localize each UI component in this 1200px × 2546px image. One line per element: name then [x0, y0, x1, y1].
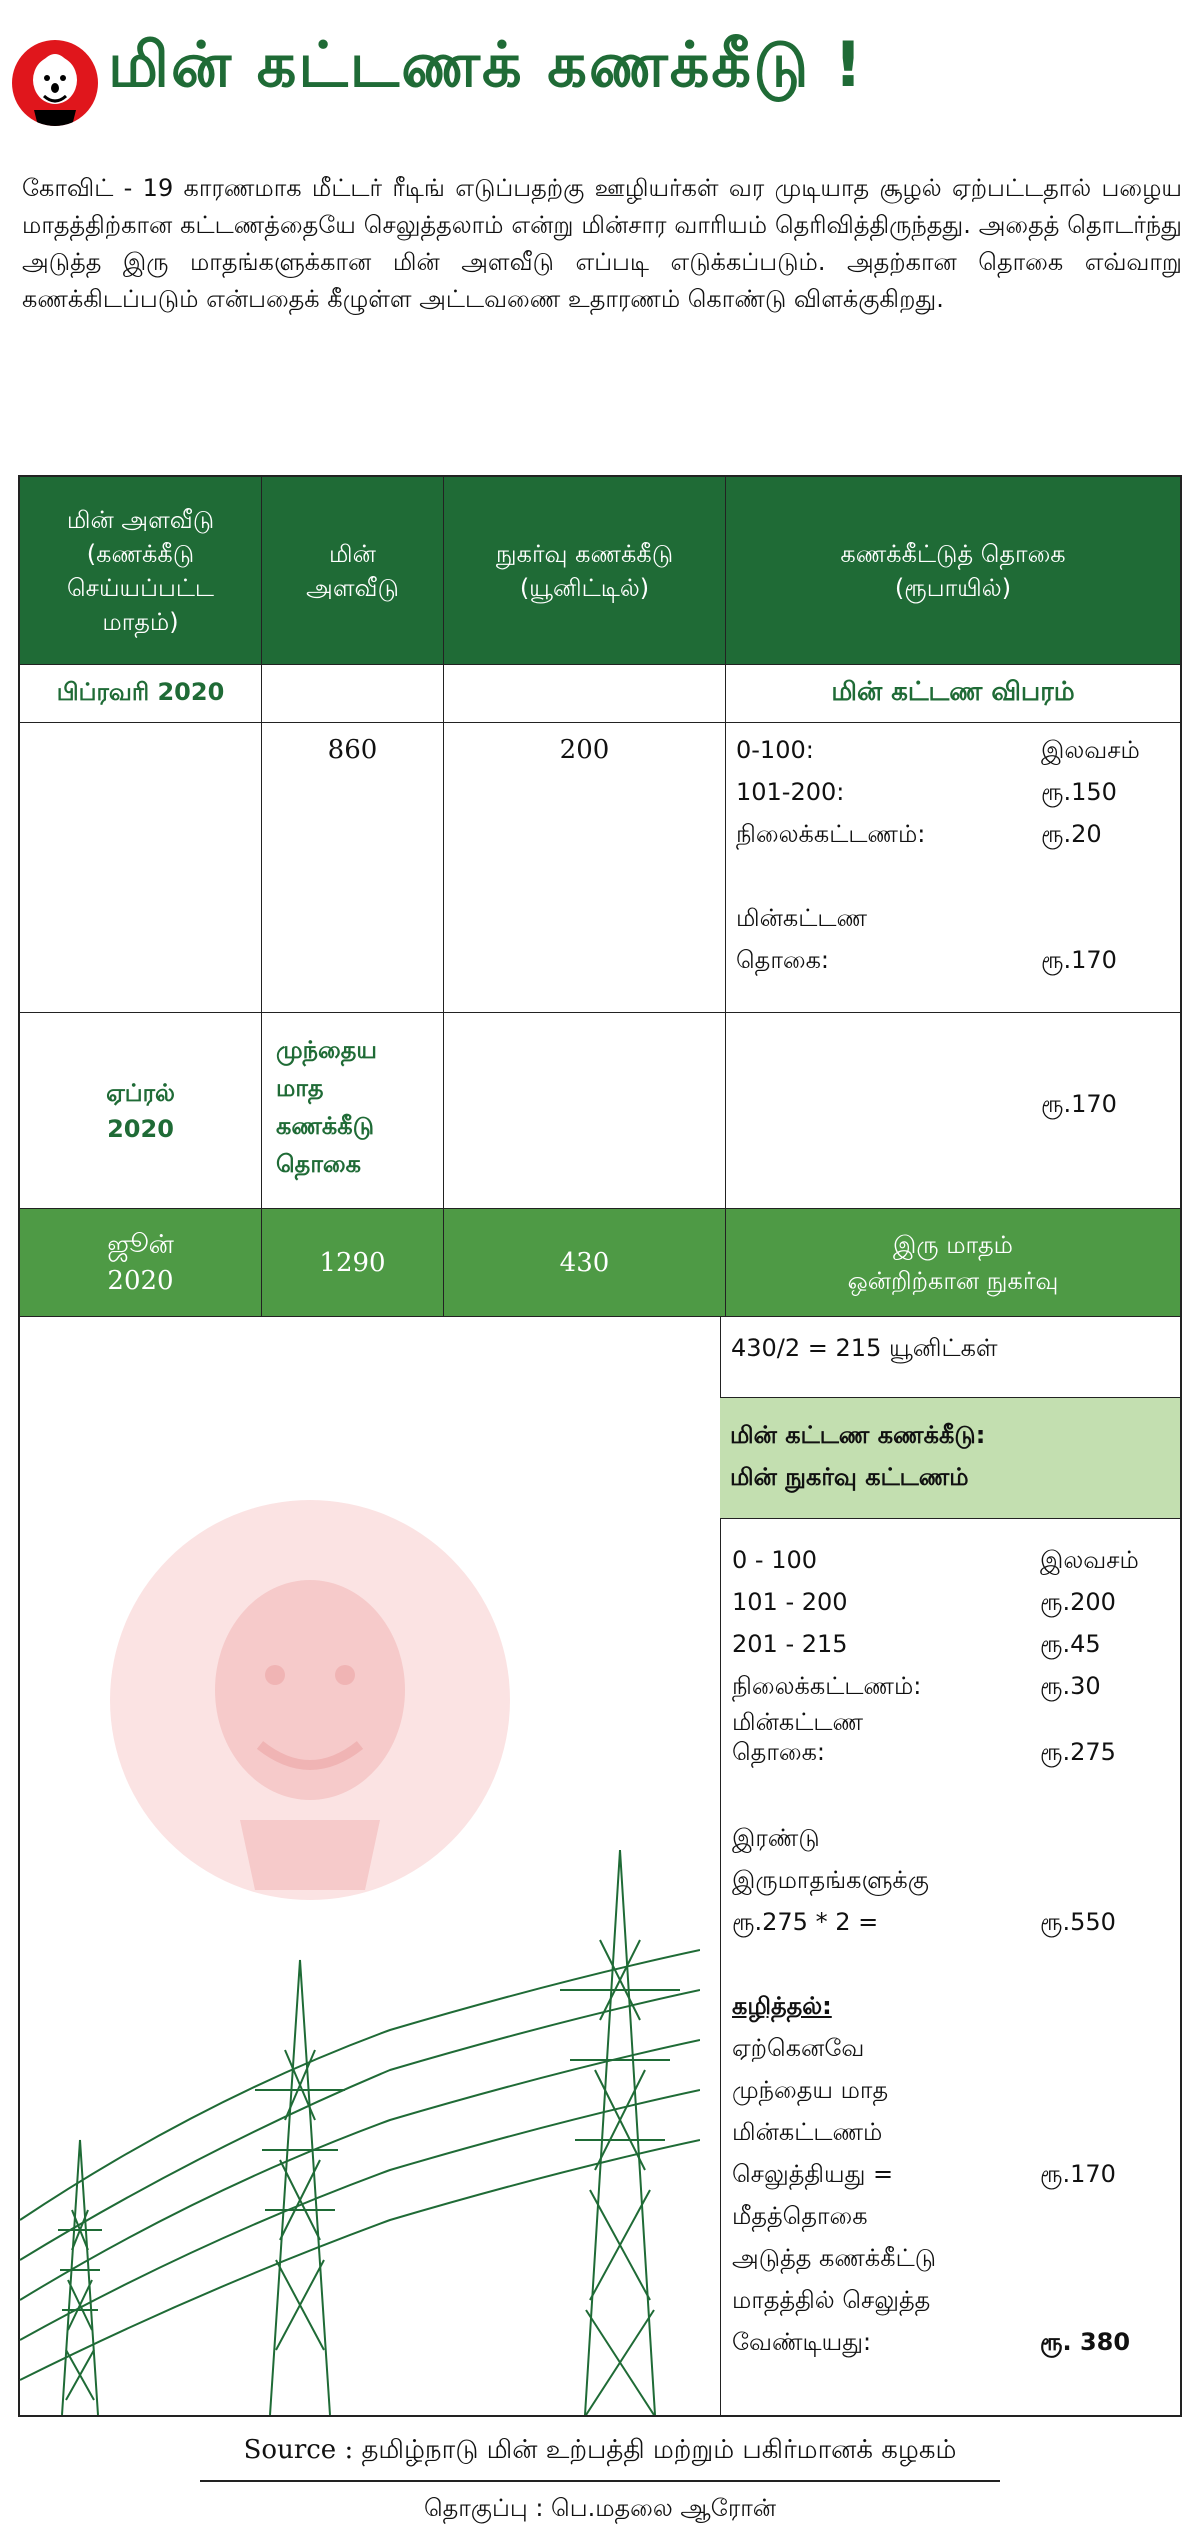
jun-slab-1-value: இலவசம்: [1040, 1546, 1139, 1574]
col-header-month: மின் அளவீடு (கணக்கீடு செய்யப்பட்ட மாதம்): [20, 477, 262, 664]
jun-fixed-label: நிலைக்கட்டணம்:: [732, 1672, 922, 1700]
jun-reading: 1290: [262, 1209, 444, 1316]
remaining-line-2: அடுத்த கணக்கீட்டு: [732, 2244, 937, 2272]
jun-total-label-1: மின்கட்டண: [732, 1708, 863, 1736]
remaining-value: ரூ. 380: [1040, 2328, 1131, 2356]
col-header-consumption: நுகர்வு கணக்கீடு (யூனிட்டில்): [444, 477, 726, 664]
compiled-by-credit: தொகுப்பு : பெ.மதலை ஆரோன்: [423, 2494, 777, 2522]
deduct-line-2: முந்தைய மாத: [732, 2076, 889, 2104]
feb-reading: 860: [327, 735, 378, 765]
feb-consumption: 200: [559, 735, 610, 765]
jun-month-year: 2020: [107, 1265, 174, 1296]
feb-total-value: ரூ.170: [1041, 946, 1117, 974]
newspaper-mascot-logo: [12, 40, 98, 126]
table-row-feb-label: [20, 665, 1180, 723]
jun-slab-2-label: 101 - 200: [732, 1588, 848, 1616]
apr-amount: ரூ.170: [1041, 1090, 1117, 1118]
remaining-line-3: மாதத்தில் செலுத்த: [732, 2286, 931, 2314]
jun-note-1: இரு மாதம்: [892, 1230, 1013, 1259]
calc-panel: [720, 1397, 1180, 1519]
deduct-line-4: செலுத்தியது =: [732, 2160, 894, 2188]
source-credit: Source : தமிழ்நாடு மின் உற்பத்தி மற்றும் பகிர்மானக் கழகம்: [243, 2435, 957, 2465]
feb-slab-1-value: இலவசம்: [1041, 736, 1140, 764]
jun-slab-3-label: 201 - 215: [732, 1630, 848, 1658]
calc-panel-line-2: மின் நுகர்வு கட்டணம்: [730, 1463, 969, 1491]
jun-total-value: ரூ.275: [1040, 1738, 1116, 1766]
deduct-line-3: மின்கட்டணம்: [732, 2118, 883, 2146]
apr-month-name: ஏப்ரல்: [106, 1078, 175, 1107]
two-months-value: ரூ.550: [1040, 1908, 1116, 1936]
jun-note-2: ஒன்றிற்கான நுகர்வு: [847, 1266, 1059, 1295]
table-row-jun: [20, 1209, 1180, 1317]
remaining-line-1: மீதத்தொகை: [732, 2202, 868, 2230]
feb-fixed-value: ரூ.20: [1041, 820, 1102, 848]
jun-slab-2-value: ரூ.200: [1040, 1588, 1116, 1616]
col-header-reading: மின் அளவீடு: [262, 477, 444, 664]
jun-consumption: 430: [444, 1209, 726, 1316]
table-row-feb: [20, 723, 1180, 1013]
feb-slab-2-value: ரூ.150: [1041, 778, 1117, 806]
deduct-line-1: ஏற்கெனவே: [732, 2034, 865, 2062]
apr-note: முந்தைய மாத கணக்கீடு தொகை: [262, 1013, 444, 1208]
jun-slab-1-label: 0 - 100: [732, 1546, 817, 1574]
two-months-line-3: ரூ.275 * 2 =: [732, 1908, 879, 1936]
feb-bill-title: மின் கட்டண விபரம்: [831, 677, 1075, 707]
calc-details: [732, 1539, 1172, 2399]
two-months-line-1: இரண்டு: [732, 1824, 820, 1852]
jun-month-name: ஜூன்: [107, 1229, 174, 1260]
feb-fixed-label: நிலைக்கட்டணம்:: [736, 820, 926, 848]
deduct-value: ரூ.170: [1040, 2160, 1116, 2188]
remaining-line-4: வேண்டியது:: [732, 2328, 872, 2356]
jun-total-label-2: தொகை:: [732, 1738, 825, 1766]
apr-month-year: 2020: [107, 1114, 174, 1143]
feb-slab-1-label: 0-100:: [736, 736, 814, 764]
units-per-month: 430/2 = 215 யூனிட்கள்: [731, 1334, 998, 1362]
power-towers-illustration: [0, 1820, 700, 2415]
table-header-row: [20, 477, 1180, 665]
deduct-title: கழித்தல்:: [732, 1992, 832, 2020]
jun-slab-3-value: ரூ.45: [1040, 1630, 1101, 1658]
intro-paragraph: கோவிட் - 19 காரணமாக மீட்டர் ரீடிங் எடுப்பதற்கு ஊழியர்கள் வர முடியாத சூழல் ஏற்பட்டதால் பழைய மாதத்திற்கான கட்டணத்தையே செலுத்தலாம் என்று மின்சார வாரியம் தெரிவித்திருந்தது. அதைத் தொடர்ந்து அடுத்த இரு மாதங்களுக்கான மின் அளவீடு எப்படி எடுக்கப்படும். அதற்கான தொகை எவ்வாறு கணக்கிடப்படும் என்பதைக் கீழுள்ள அட்டவணை உதாரணம் கொண்டு விளக்குகிறது.: [22, 174, 1182, 313]
table-row-apr: [20, 1013, 1180, 1209]
feb-total-label-1: மின்கட்டண: [736, 904, 867, 932]
two-months-line-2: இருமாதங்களுக்கு: [732, 1866, 929, 1894]
feb-bill-details: [726, 723, 1180, 1012]
header: [0, 0, 1200, 160]
col-header-amount: கணக்கீட்டுத் தொகை (ரூபாயில்): [840, 539, 1066, 602]
feb-total-label-2: தொகை:: [736, 946, 829, 974]
feb-month: பிப்ரவரி 2020: [20, 665, 262, 722]
calc-panel-line-1: மின் கட்டண கணக்கீடு:: [730, 1421, 986, 1449]
feb-slab-2-label: 101-200:: [736, 778, 845, 806]
footer-divider: [200, 2480, 1000, 2482]
jun-fixed-value: ரூ.30: [1040, 1672, 1101, 1700]
page-title: மின் கட்டணக் கணக்கீடு !: [108, 28, 865, 101]
